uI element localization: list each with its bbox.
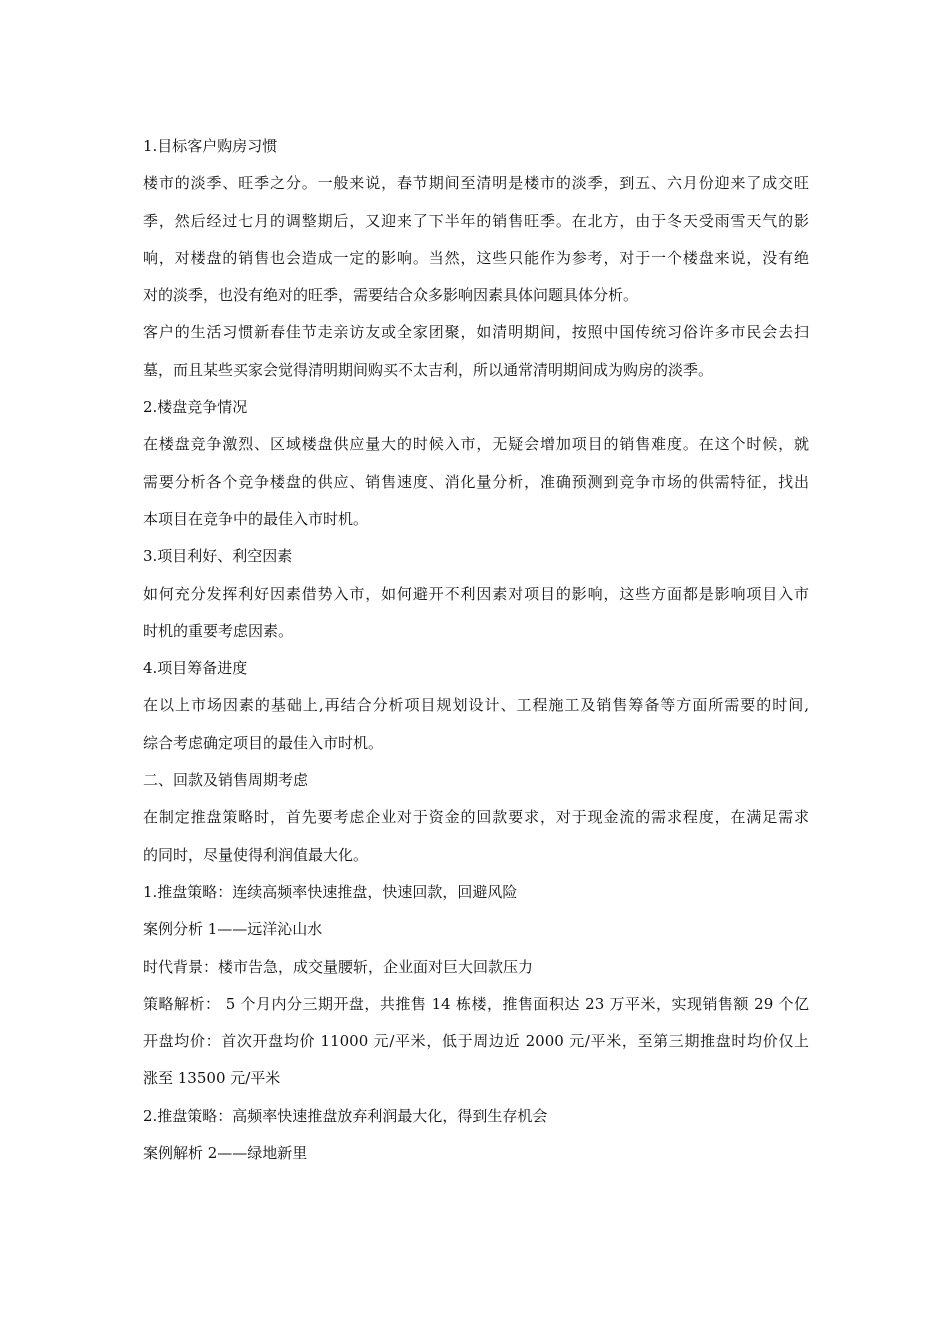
text-line: 本项目在竞争中的最佳入市时机。 <box>143 509 369 528</box>
text-line: 3.项目利好、利空因素 <box>143 547 293 566</box>
document-page <box>143 128 809 1172</box>
text-line: 1.目标客户购房习惯 <box>143 137 278 155</box>
text-line: 二、回款及销售周期考虑 <box>143 771 309 790</box>
text-line: 策略解析： 5 个月内分三期开盘，共推售 14 栋楼，推售面积达 23 万平米，实现销售额 29 个亿 <box>143 994 809 1013</box>
text-line: 在楼盘竞争激烈、区域楼盘供应量大的时候入市，无疑会增加项目的销售难度。在这个时候，就 <box>143 435 809 454</box>
text-line: 如何充分发挥利好因素借势入市，如何避开不利因素对项目的影响，这些方面都是影响项目入市 <box>143 584 809 603</box>
text-line: 案例分析 1——远洋沁山水 <box>143 920 323 939</box>
text-line: 开盘均价：首次开盘均价 11000 元/平米，低于周边近 2000 元/平米，至第三期推盘时均价仅上 <box>143 1032 809 1051</box>
text-line: 客户的生活习惯新春佳节走亲访友或全家团聚，如清明期间，按照中国传统习俗许多市民会去扫 <box>143 323 809 342</box>
text-line: 案例解析 2——绿地新里 <box>143 1144 308 1163</box>
text-line: 涨至 13500 元/平米 <box>143 1069 281 1088</box>
text-line: 楼市的淡季、旺季之分。一般来说，春节期间至清明是楼市的淡季，到五、六月份迎来了成交旺 <box>143 174 809 193</box>
text-line: 2.楼盘竞争情况 <box>143 398 248 417</box>
text-line: 的同时，尽量使得利润值最大化。 <box>143 845 369 864</box>
text-line: 在以上市场因素的基础上,再结合分析项目规划设计、工程施工及销售筹备等方面所需要的时间, <box>143 696 809 715</box>
text-line: 2.推盘策略：高频率快速推盘放弃利润最大化，得到生存机会 <box>143 1106 548 1125</box>
text-line: 时代背景：楼市告急，成交量腰斩，企业面对巨大回款压力 <box>143 957 534 976</box>
text-line: 响，对楼盘的销售也会造成一定的影响。当然，这些只能作为参考，对于一个楼盘来说，没有绝 <box>143 248 809 267</box>
text-line: 对的淡季，也没有绝对的旺季，需要结合众多影响因素具体问题具体分析。 <box>143 286 639 305</box>
text-line: 在制定推盘策略时，首先要考虑企业对于资金的回款要求，对于现金流的需求程度，在满足需求 <box>143 808 809 827</box>
text-line: 季，然后经过七月的调整期后，又迎来了下半年的销售旺季。在北方，由于冬天受雨雪天气的影 <box>143 211 809 230</box>
text-line: 4.项目筹备进度 <box>143 659 248 678</box>
text-line: 墓，而且某些买家会觉得清明期间购买不太吉利，所以通常清明期间成为购房的淡季。 <box>143 360 714 379</box>
text-line: 综合考虑确定项目的最佳入市时机。 <box>143 733 384 752</box>
text-line: 需要分析各个竞争楼盘的供应、销售速度、消化量分析，准确预测到竞争市场的供需特征，找出 <box>143 472 809 491</box>
text-line: 时机的重要考虑因素。 <box>143 621 294 640</box>
text-line: 1.推盘策略：连续高频率快速推盘，快速回款，回避风险 <box>143 882 518 901</box>
